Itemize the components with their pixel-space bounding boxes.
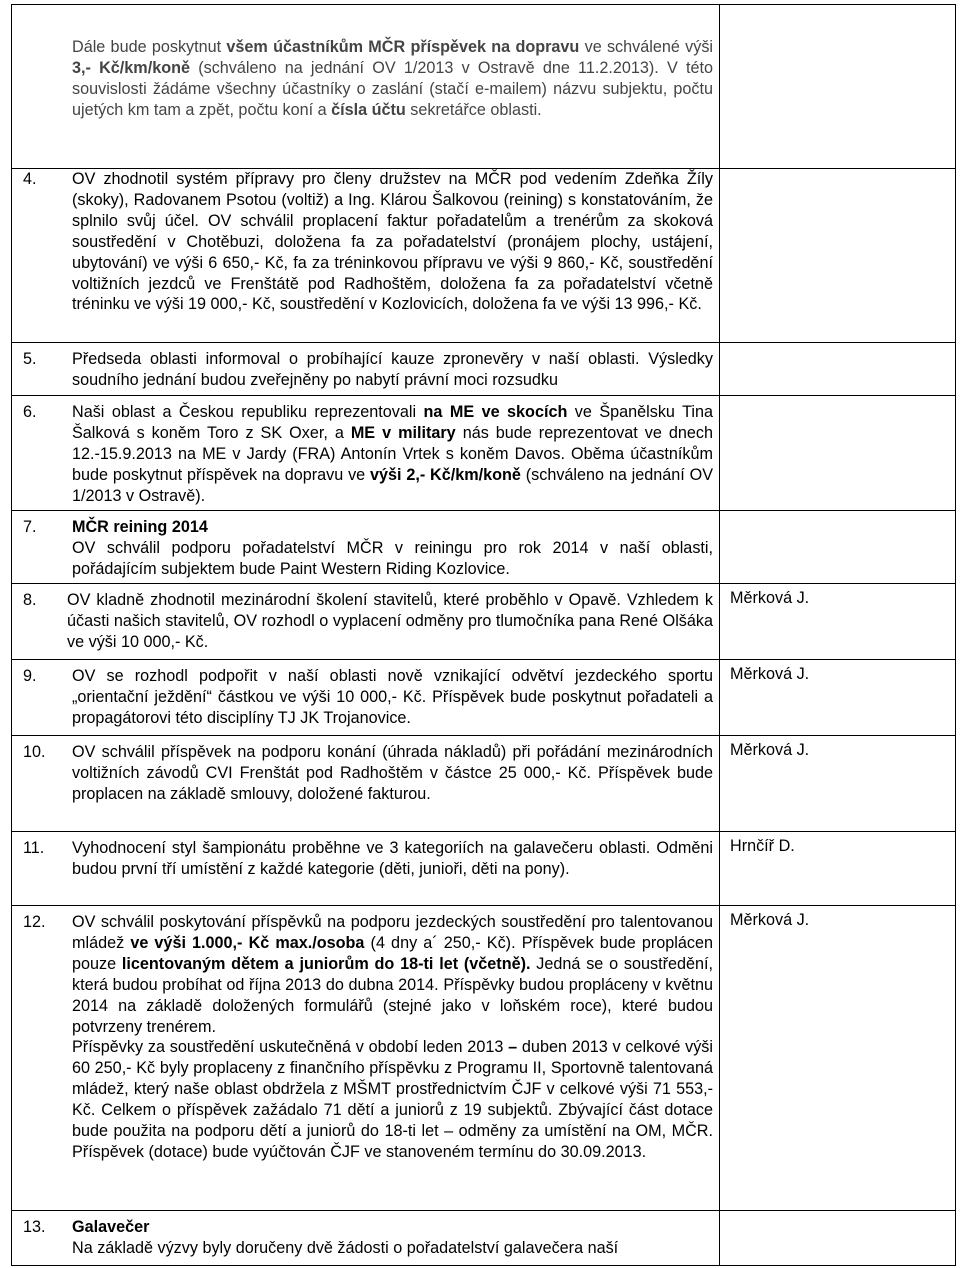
item-text xyxy=(72,169,719,315)
responsible-person: Hrnčíř D. xyxy=(730,837,795,855)
text-run: Vyhodnocení styl šampionátu proběhne ve 3 kategoriích na galavečeru oblasti. Odměni budou první tří umístění z každé kategorie (děti, junioři, děti na pony). xyxy=(72,839,713,878)
bold-text: na ME ve skocích xyxy=(423,403,568,421)
item-paragraph xyxy=(72,1238,713,1259)
table-row xyxy=(12,736,956,832)
text-run: (schváleno na jednání OV 1/2013 v Ostravě). xyxy=(72,465,713,505)
text-run: OV zhodnotil systém přípravy pro členy družstev na MČR pod vedením Zdeňka Žíly (skoky), Radovanem Psotou (voltiž) a Ing. Klárou Šalkovou (reining) s konstatováním, že splnilo svůj účel. OV schválil proplacení faktur pořadatelům a trenérům za skoková soustředění v Chotěbuzi, doložena fa za pořadatelství (pronájem plochy, ustájení, ubytování) ve výši 6 650,- Kč, fa za tréninkovou přípravu ve výši 9 860,- Kč, soustředění voltižních jezdců ve Frenštátě pod Radhoštěm, doložena fa za pořadatelství včetně tréninku ve výši 19 000,- Kč, soustředění v Kozlovicích, doložena fa ve výši 13 996,- Kč. xyxy=(72,170,713,314)
text-run: Dále bude poskytnut xyxy=(72,38,227,56)
text-run: Na základě výzvy byly doručeny dvě žádosti o pořadatelství galavečera naší xyxy=(72,1238,619,1257)
item-number: 12. xyxy=(23,913,46,931)
item-number: 5. xyxy=(23,350,37,368)
table-row xyxy=(12,169,956,343)
text-run: ve schválené výši xyxy=(579,38,714,56)
item-text xyxy=(72,517,719,580)
bold-text: – xyxy=(508,1038,518,1057)
table-row xyxy=(12,584,956,660)
responsible-person: Měrková J. xyxy=(730,589,810,607)
responsible-person xyxy=(720,5,955,9)
item-text xyxy=(67,590,719,653)
item-text xyxy=(72,838,719,880)
text-run: OV schválil poskytování příspěvků na podporu jezdeckých soustředění pro talentovanou mládež xyxy=(72,913,713,952)
table-row xyxy=(12,396,956,511)
text-run: Předseda oblasti informoval o probíhající kauze zpronevěry v naší oblasti. Výsledky soudního jednání budou zveřejněny po nabytí právní moci rozsudku xyxy=(72,350,713,389)
text-run: Naši oblast a Českou republiku reprezentovali xyxy=(72,403,424,421)
text-run: (4 dny a´ 250,- Kč). Příspěvek bude proplácen pouze xyxy=(72,933,714,973)
table-row xyxy=(12,906,956,1211)
table-row xyxy=(12,343,956,396)
item-number: 8. xyxy=(23,591,37,609)
item-paragraph xyxy=(67,590,713,653)
item-number: 13. xyxy=(23,1218,46,1236)
responsible-person: Měrková J. xyxy=(730,665,810,683)
item-number: 7. xyxy=(23,518,37,536)
responsible-person xyxy=(720,1211,955,1215)
table-row xyxy=(12,511,956,584)
bold-text: Galavečer xyxy=(72,1218,150,1236)
responsible-person xyxy=(720,396,955,400)
item-number xyxy=(12,37,72,121)
responsible-person xyxy=(720,343,955,347)
item-number: 6. xyxy=(23,403,37,421)
item-paragraph xyxy=(72,169,713,315)
bold-text: MČR reining 2014 xyxy=(72,518,208,536)
bold-text: ve výši 1.000,- Kč max./osoba xyxy=(130,933,365,952)
item-paragraph xyxy=(72,402,713,507)
item-text xyxy=(72,1217,719,1259)
item-number: 9. xyxy=(23,667,37,685)
responsible-person xyxy=(720,511,955,515)
item-paragraph xyxy=(72,1037,713,1162)
item-paragraph xyxy=(72,37,713,121)
item-text xyxy=(72,349,719,391)
bold-text: 3,- Kč/km/koně xyxy=(72,58,190,77)
bold-text: všem účastníkům MČR příspěvek na dopravu xyxy=(226,38,580,56)
item-paragraph xyxy=(72,517,713,538)
bold-text: ME v military xyxy=(350,423,456,442)
table-row xyxy=(12,832,956,906)
bold-text: licentovaným dětem a juniorům do 18-ti let (včetně). xyxy=(121,954,531,973)
item-text xyxy=(72,37,719,121)
text-run: OV se rozhodl podpořit v naší oblasti nově vznikající odvětví jezdeckého sportu „orientační ježdění“ částkou ve výši 10 000,- Kč. Příspěvek bude poskytnut pořadateli a propagátorovi této disciplíny TJ JK Trojanovice. xyxy=(72,667,713,727)
minutes-table xyxy=(11,4,956,1266)
text-run: duben 2013 v celkové výši 60 250,- Kč byly proplaceny z finančního příspěvku z Programu II, Sportovně talentovaná mládež, který naše oblast obdržela z MŠMT prostřednictvím ČJF v celkové výši 71 553,- Kč. Celkem o příspěvek zažádalo 71 dětí a juniorů z 19 subjektů. Zbývající část dotace bude použita na podporu dětí a juniorů do 18-ti let – odměny za umístění na OM, MČR. Příspěvek (dotace) bude vyúčtován ČJF ve stanoveném termínu do 30.09.2013. xyxy=(72,1038,713,1161)
item-number: 4. xyxy=(23,170,37,188)
item-paragraph xyxy=(72,349,713,391)
item-text xyxy=(72,912,719,1163)
responsible-person: Měrková J. xyxy=(730,741,810,759)
bold-text: čísla účtu xyxy=(331,100,406,119)
item-paragraph xyxy=(72,1217,713,1238)
item-paragraph xyxy=(72,742,713,805)
item-paragraph xyxy=(72,666,713,729)
bold-text: výši 2,- Kč/km/koně xyxy=(370,465,521,484)
item-text xyxy=(72,666,719,729)
text-run: OV schválil příspěvek na podporu konání (úhrada nákladů) při pořádání mezinárodních voltižních závodů CVI Frenštát pod Radhoštěm v částce 25 000,- Kč. Příspěvek bude proplacen na základě smlouvy, doložené fakturou. xyxy=(72,743,713,803)
table-row xyxy=(12,5,956,169)
text-run: nás bude reprezentovat ve dnech 12.-15.9.2013 na ME v Jardy (FRA) Antonín Vrtek s koněm Davos. Oběma účastníkům bude poskytnut příspěvek na dopravu ve xyxy=(72,423,713,484)
text-run: OV kladně zhodnotil mezinárodní školení stavitelů, které proběhlo v Opavě. Vzhledem k účasti našich stavitelů, OV rozhodl o vyplacení odměny pro tlumočníka pana René Olšáka ve výši 10 000,- Kč. xyxy=(67,591,713,651)
text-run: Příspěvky za soustředění uskutečněná v období leden 2013 xyxy=(72,1038,509,1057)
responsible-person xyxy=(720,169,955,173)
text-run: sekretářce oblasti. xyxy=(405,100,542,119)
text-run: OV schválil podporu pořadatelství MČR v reiningu pro rok 2014 v naší oblasti, pořádajícím subjektem bude Paint Western Riding Kozlovice. xyxy=(72,538,713,578)
table-row xyxy=(12,1211,956,1266)
item-number: 10. xyxy=(23,743,46,761)
item-text xyxy=(72,402,719,507)
item-text xyxy=(72,742,719,805)
item-paragraph xyxy=(72,838,713,880)
text-run: (schváleno na jednání OV 1/2013 v Ostravě dne 11.2.2013). V této souvislosti žádáme všechny účastníky o zaslání (stačí e-mailem) názvu subjektu, počtu ujetých km tam a zpět, počtu koní a xyxy=(72,58,713,119)
item-paragraph xyxy=(72,538,713,580)
item-number: 11. xyxy=(23,839,45,857)
table-row xyxy=(12,660,956,736)
text-run: ve Španělsku Tina Šalková s koněm Toro z SK Oxer, a xyxy=(72,403,713,442)
item-paragraph xyxy=(72,912,713,1037)
text-run: Jedná se o soustředění, která budou probíhat od října 2013 do dubna 2014. Příspěvky budou propláceny v květnu 2014 na základě doložených formulářů (stejné jako v loňském roce), které budou potvrzeny trenérem. xyxy=(72,954,713,1036)
responsible-person: Měrková J. xyxy=(730,911,810,929)
